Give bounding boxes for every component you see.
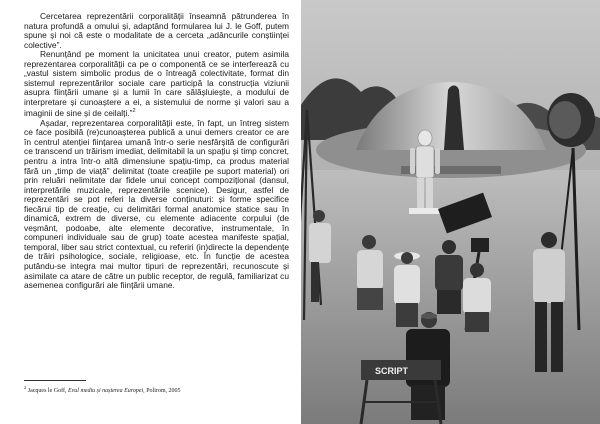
footnote [24, 384, 289, 395]
footnote-number: 2 [24, 385, 27, 390]
photo-page [300, 0, 600, 424]
film-set-photo [301, 0, 600, 424]
paragraph-3-text: Așadar, reprezentarea corporalității este, în fapt, un întreg sistem ce face posibilă (re)cunoașterea publică a unui demers creator ce are în centrul atenției ființarea umană într-o serie nesfârșită de configurări ce transcend un trăirism imediat, delimitabil la un spațiu și timp concret, pentru a intra într-o altă dimensiune spațiu-timp, ca produs material fără un „timp de viață” delimitat (toate creațiile pe suport material) ori prin reluări nelimitate dar fidele unui concept compozițional (dansul, interpretările muzicale, reprezentările scenice). Desigur, astfel de reprezentări se pot referi la diverse conținuturi: și forme specifice fiecărui tip de creație, cu delimitări formal anatomice statice sau în dinamică, extrem de diverse, cu elemente adiacente corpului (de veșmânt, podoabe, alte elemente decorative, instrumentale, în compuneri individuale sau de grup) toate acestea manifeste spațial, temporal, liber sau strict contextual, cu referiri (in)directe la dependențe de trăiri psihologice, sociale, religioase, etc. În funcție de acestea putându-se integra mai multor tipuri de reprezentări, recunoscute și asimilate ca atare de către un public receptor, de regulă, familiarizat cu asemenea configurări ale ființării umane. [24, 117, 289, 291]
paragraph-3 [24, 119, 289, 291]
paragraph-1 [24, 12, 289, 50]
body-text [24, 12, 289, 291]
script-chair-sign: SCRIPT [375, 366, 409, 376]
paragraph-2-text: Renunțând pe moment la unicitatea unui creator, putem asimila reprezentarea corporalității ca pe o componentă ce se interferează cu „vastul sistem simbolic produs de o întreagă colectivitate, format din sistemul reprezentărilor sociale care participă la construcția viziunii asupra ființării umane și a lumii în care sălășluiește, a modului de interpretare și cunoaștere a ei, a sistemului de norme și valori sau a imaginii de sine și de ceilalți.” [24, 49, 289, 119]
footnote-title: Evul mediu și nașterea Europei, [67, 388, 145, 394]
paragraph-1-text: Cercetarea reprezentării corporalității înseamnă pătrunderea în natura profundă a omului și, adaptând formularea lui J. le Goff, putem spune și noi că este o modalitate de a cerceta „adâncurile conștiinței colective”. [24, 11, 289, 50]
paragraph-2 [24, 50, 289, 119]
footnote-divider [24, 380, 86, 381]
footnote-ref[interactable]: 2 [132, 108, 136, 115]
footnote-author: Jacques le Goff, [27, 388, 67, 394]
footnote-publisher: Polirom, 2005 [146, 388, 181, 394]
